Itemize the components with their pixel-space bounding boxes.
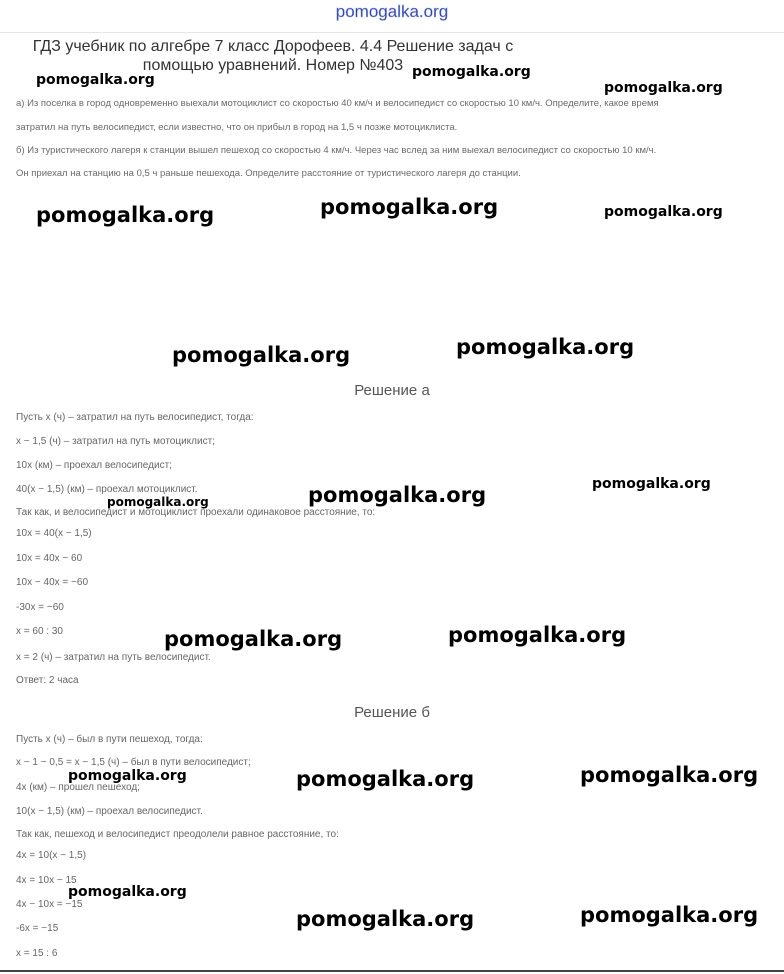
site-logo[interactable]: pomogalka.org xyxy=(335,2,449,21)
solution-a-line: x − 1,5 (ч) – затратил на путь мотоциклист; xyxy=(16,436,215,447)
watermark: pomogalka.org xyxy=(36,203,215,227)
solution-a-line: x = 2 (ч) – затратил на путь велосипедист. xyxy=(16,652,211,663)
watermark: pomogalka.org xyxy=(164,627,343,651)
solution-b-line: 10(x − 1,5) (км) – проехал велосипедист. xyxy=(16,806,203,817)
watermark: pomogalka.org xyxy=(107,495,209,509)
solution-b-line: Пусть x (ч) – был в пути пешеход, тогда: xyxy=(16,734,203,745)
watermark: pomogalka.org xyxy=(308,483,487,507)
solution-b-equation: 4x − 10x = −15 xyxy=(16,899,83,910)
solution-b-equation: 4x = 10(x − 1,5) xyxy=(16,850,87,861)
solution-b-line: x − 1 − 0,5 = x − 1,5 (ч) – был в пути велосипедист; xyxy=(16,757,251,768)
solution-b-heading: Решение б xyxy=(354,704,430,721)
solution-a-line: 40(x − 1,5) (км) – проехал мотоциклист. xyxy=(16,484,198,495)
solution-b-equation: 4x = 10x − 15 xyxy=(16,875,77,886)
solution-b-equation: -6x = −15 xyxy=(16,923,59,934)
watermark: pomogalka.org xyxy=(604,80,723,96)
solution-a-equation: 10x = 40x − 60 xyxy=(16,553,83,564)
task-a-line-1: а) Из поселка в город одновременно выехали мотоциклист со скоростью 40 км/ч и велосипедист со скоростью 10 км/ч. Определите, какое время xyxy=(16,98,659,109)
solution-a-line: Так как, и велосипедист и мотоциклист проехали одинаковое расстояние, то: xyxy=(16,507,376,518)
task-b-line-1: б) Из туристического лагеря к станции вышел пешеход со скоростью 4 км/ч. Через час вслед за ним выехал велосипедист со скоростью 10 км/ч. xyxy=(16,145,657,156)
solution-a-line: 10x (км) – проехал велосипедист; xyxy=(16,460,172,471)
watermark: pomogalka.org xyxy=(36,72,155,88)
watermark: pomogalka.org xyxy=(456,335,635,359)
watermark: pomogalka.org xyxy=(68,768,187,784)
watermark: pomogalka.org xyxy=(412,64,531,80)
watermark: pomogalka.org xyxy=(172,343,351,367)
task-b-line-2: Он приехал на станцию на 0,5 ч раньше пешехода. Определите расстояние от туристического лагеря до станции. xyxy=(16,168,521,179)
watermark: pomogalka.org xyxy=(592,476,711,492)
watermark: pomogalka.org xyxy=(604,204,723,220)
task-a-line-2: затратил на путь велосипедист, если известно, что он прибыл в город на 1,5 ч позже мотоциклиста. xyxy=(16,122,458,133)
solution-a-equation: 10x = 40(x − 1,5) xyxy=(16,528,92,539)
watermark: pomogalka.org xyxy=(296,767,475,791)
solution-a-equation: -30x = −60 xyxy=(16,602,64,613)
solution-a-equation: x = 60 : 30 xyxy=(16,626,63,637)
solution-b-line: Так как, пешеход и велосипедист преодолели равное расстояние, то: xyxy=(16,829,339,840)
watermark: pomogalka.org xyxy=(580,763,759,787)
watermark: pomogalka.org xyxy=(448,623,627,647)
solution-a-answer: Ответ: 2 часа xyxy=(16,675,79,686)
solution-a-heading: Решение а xyxy=(354,382,430,399)
watermark: pomogalka.org xyxy=(68,884,187,900)
solution-a-line: Пусть x (ч) – затратил на путь велосипедист, тогда: xyxy=(16,412,254,423)
solution-b-line: 4x (км) – прошел пешеход; xyxy=(16,782,140,793)
bottom-border xyxy=(0,970,784,972)
solution-a-equation: 10x − 40x = −60 xyxy=(16,577,89,588)
divider xyxy=(0,32,784,33)
watermark: pomogalka.org xyxy=(296,907,475,931)
solution-b-equation: x = 15 : 6 xyxy=(16,948,58,959)
page-title: ГДЗ учебник по алгебре 7 класс Дорофеев. 4.4 Решение задач с помощью уравнений. Номер №403 xyxy=(32,38,514,74)
watermark: pomogalka.org xyxy=(320,195,499,219)
watermark: pomogalka.org xyxy=(580,903,759,927)
